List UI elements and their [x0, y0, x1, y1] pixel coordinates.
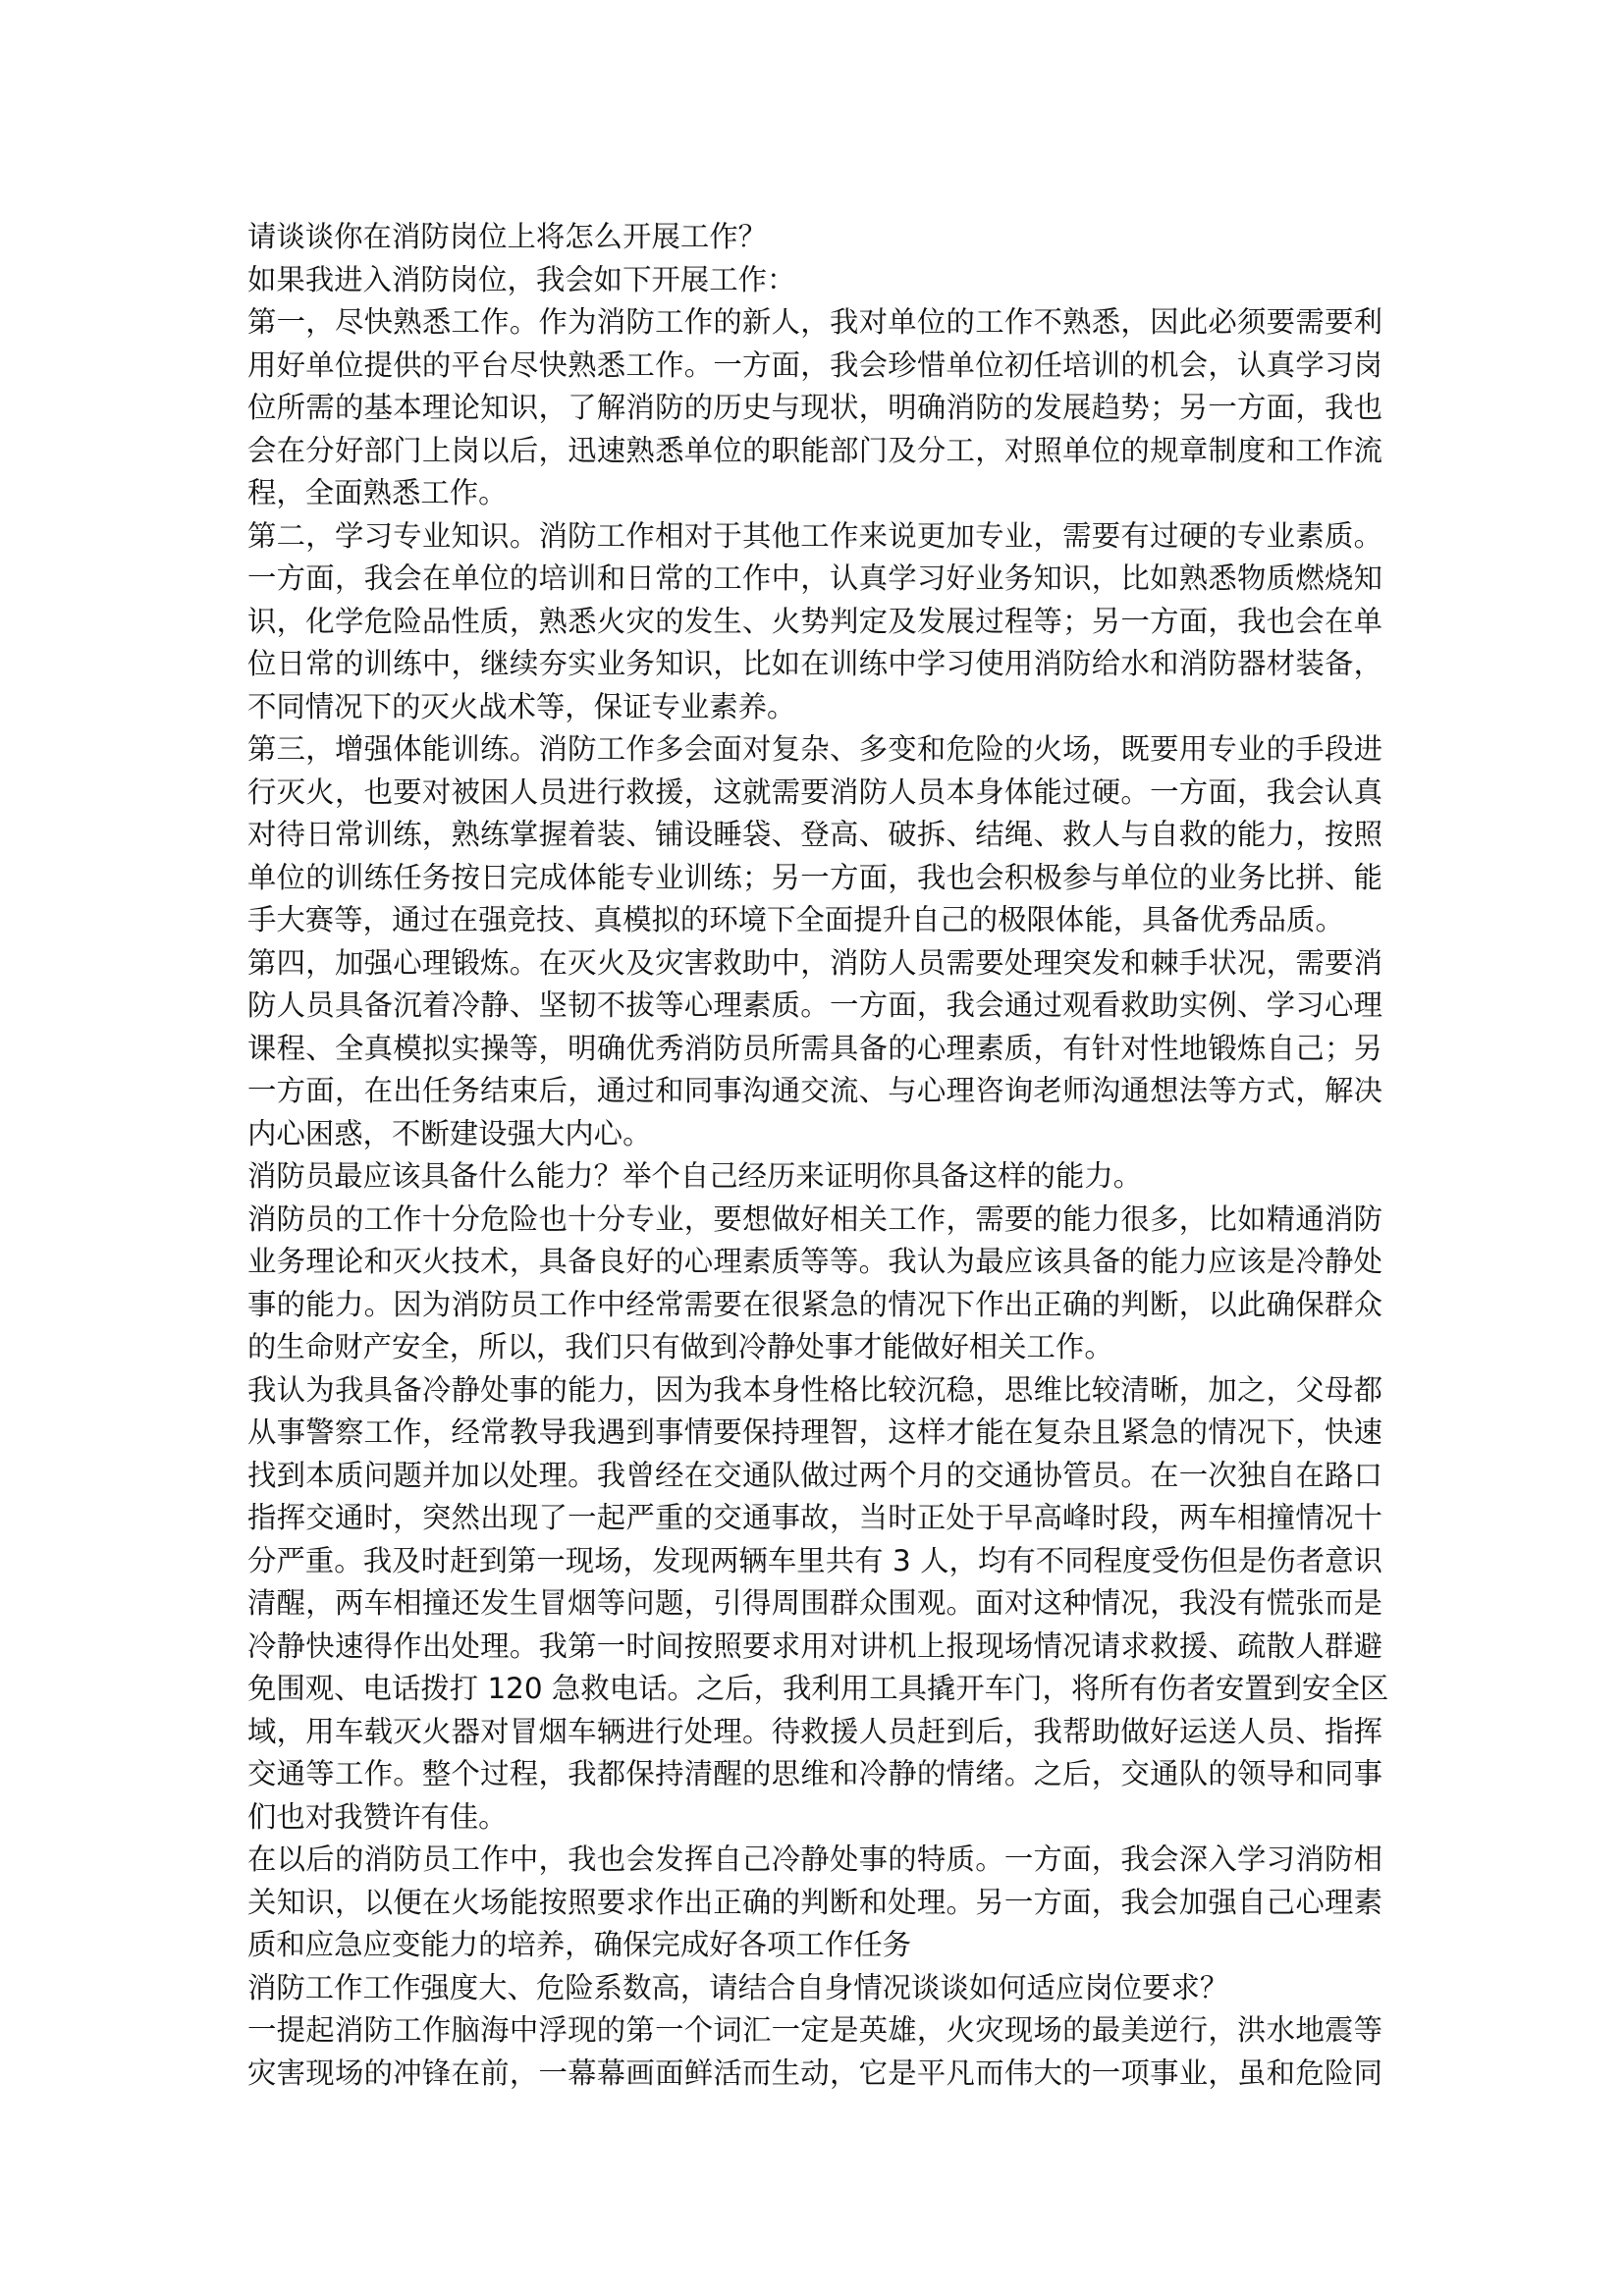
- text-line: 手大赛等，通过在强竞技、真模拟的环境下全面提升自己的极限体能，具备优秀品质。: [247, 903, 1344, 936]
- paragraph: [247, 216, 1382, 259]
- paragraph: [247, 259, 1382, 302]
- text-line: 课程、全真模拟实操等，明确优秀消防员所需具备的心理素质，有针对性地锻炼自己；另: [247, 1031, 1382, 1065]
- text-line: 内心困惑，不断建设强大内心。: [247, 1116, 652, 1150]
- text-line: 一提起消防工作脑海中浮现的第一个词汇一定是英雄，火灾现场的最美逆行，洪水地震等: [247, 2013, 1382, 2047]
- text-line: 业务理论和灭火技术，具备良好的心理素质等等。我认为最应该具备的能力应该是冷静处: [247, 1245, 1382, 1278]
- text-line: 在以后的消防员工作中，我也会发挥自己冷静处事的特质。一方面，我会深入学习消防相: [247, 1842, 1382, 1876]
- text-line: 行灭火，也要对被困人员进行救援，这就需要消防人员本身体能过硬。一方面，我会认真: [247, 774, 1382, 809]
- text-line: 如果我进入消防岗位，我会如下开展工作：: [247, 262, 796, 296]
- text-line: 指挥交通时，突然出现了一起严重的交通事故，当时正处于早高峰时段，两车相撞情况十: [247, 1501, 1382, 1534]
- document-body: [247, 216, 1389, 2095]
- text-line: 会在分好部门上岗以后，迅速熟悉单位的职能部门及分工，对照单位的规章制度和工作流: [247, 433, 1382, 467]
- text-line: 消防工作工作强度大、危险系数高，请结合自身情况谈谈如何适应岗位要求？: [247, 1970, 1229, 2004]
- text-line: 灾害现场的冲锋在前，一幕幕画面鲜活而生动，它是平凡而伟大的一项事业，虽和危险同: [247, 2056, 1382, 2090]
- text-line: 清醒，两车相撞还发生冒烟等问题，引得周围群众围观。面对这种情况，我没有慌张而是: [247, 1586, 1382, 1620]
- paragraph: [247, 1967, 1382, 2010]
- text-line: 免围观、电话拨打 120 急救电话。之后，我利用工具撬开车门，将所有伤者安置到安全区: [247, 1672, 1389, 1705]
- text-line: 冷静快速得作出处理。我第一时间按照要求用对讲机上报现场情况请求救援、疏散人群避: [247, 1629, 1382, 1663]
- paragraph: [247, 1839, 1382, 1967]
- text-line: 一方面，我会在单位的培训和日常的工作中，认真学习好业务知识，比如熟悉物质燃烧知: [247, 561, 1382, 595]
- text-line: 单位的训练任务按日完成体能专业训练；另一方面，我也会积极参与单位的业务比拼、能: [247, 860, 1382, 894]
- paragraph: [247, 301, 1382, 515]
- text-line: 消防员最应该具备什么能力？举个自己经历来证明你具备这样的能力。: [247, 1159, 1143, 1193]
- text-line: 第二，学习专业知识。消防工作相对于其他工作来说更加专业，需要有过硬的专业素质。: [247, 518, 1382, 553]
- paragraph: [247, 515, 1382, 729]
- paragraph: [247, 1155, 1382, 1199]
- text-line: 不同情况下的灭火战术等，保证专业素养。: [247, 689, 796, 723]
- paragraph: [247, 728, 1382, 942]
- text-line: 请谈谈你在消防岗位上将怎么开展工作？: [247, 220, 768, 253]
- text-line: 们也对我赞许有佳。: [247, 1799, 508, 1834]
- text-line: 第四，加强心理锻炼。在灭火及灾害救助中，消防人员需要处理突发和棘手状况，需要消: [247, 945, 1382, 980]
- text-line: 程，全面熟悉工作。: [247, 476, 508, 509]
- text-line: 的生命财产安全，所以，我们只有做到冷静处事才能做好相关工作。: [247, 1330, 1113, 1363]
- text-line: 防人员具备沉着冷静、坚韧不拔等心理素质。一方面，我会通过观看救助实例、学习心理: [247, 988, 1382, 1022]
- paragraph: [247, 1369, 1389, 1840]
- text-line: 找到本质问题并加以处理。我曾经在交通队做过两个月的交通协管员。在一次独自在路口: [247, 1458, 1382, 1492]
- text-line: 对待日常训练，熟练掌握着装、铺设睡袋、登高、破拆、结绳、救人与自救的能力，按照: [247, 818, 1382, 851]
- paragraph: [247, 942, 1382, 1156]
- text-line: 交通等工作。整个过程，我都保持清醒的思维和冷静的情绪。之后，交通队的领导和同事: [247, 1757, 1382, 1790]
- text-line: 用好单位提供的平台尽快熟悉工作。一方面，我会珍惜单位初任培训的机会，认真学习岗: [247, 347, 1382, 382]
- paragraph: [247, 2009, 1382, 2095]
- text-line: 域，用车载灭火器对冒烟车辆进行处理。待救援人员赶到后，我帮助做好运送人员、指挥: [247, 1714, 1382, 1748]
- text-line: 质和应急应变能力的培养，确保完成好各项工作任务: [247, 1928, 911, 1961]
- text-line: 第三，增强体能训练。消防工作多会面对复杂、多变和危险的火场，既要用专业的手段进: [247, 732, 1382, 766]
- text-line: 位日常的训练中，继续夯实业务知识，比如在训练中学习使用消防给水和消防器材装备，: [247, 647, 1382, 680]
- text-line: 位所需的基本理论知识，了解消防的历史与现状，明确消防的发展趋势；另一方面，我也: [247, 391, 1382, 424]
- paragraph: [247, 1199, 1382, 1369]
- text-line: 关知识，以便在火场能按照要求作出正确的判断和处理。另一方面，我会加强自己心理素: [247, 1885, 1382, 1919]
- text-line: 识，化学危险品性质，熟悉火灾的发生、火势判定及发展过程等；另一方面，我也会在单: [247, 604, 1382, 638]
- text-line: 我认为我具备冷静处事的能力，因为我本身性格比较沉稳，思维比较清晰，加之，父母都: [247, 1372, 1382, 1407]
- text-line: 从事警察工作，经常教导我遇到事情要保持理智，这样才能在复杂且紧急的情况下，快速: [247, 1415, 1382, 1449]
- text-line: 分严重。我及时赶到第一现场，发现两辆车里共有 3 人，均有不同程度受伤但是伤者意识: [247, 1543, 1382, 1577]
- text-line: 第一，尽快熟悉工作。作为消防工作的新人，我对单位的工作不熟悉，因此必须要需要利: [247, 305, 1382, 339]
- text-line: 一方面，在出任务结束后，通过和同事沟通交流、与心理咨询老师沟通想法等方式，解决: [247, 1074, 1382, 1107]
- text-line: 事的能力。因为消防员工作中经常需要在很紧急的情况下作出正确的判断，以此确保群众: [247, 1287, 1382, 1321]
- text-line: 消防员的工作十分危险也十分专业，要想做好相关工作，需要的能力很多，比如精通消防: [247, 1201, 1382, 1236]
